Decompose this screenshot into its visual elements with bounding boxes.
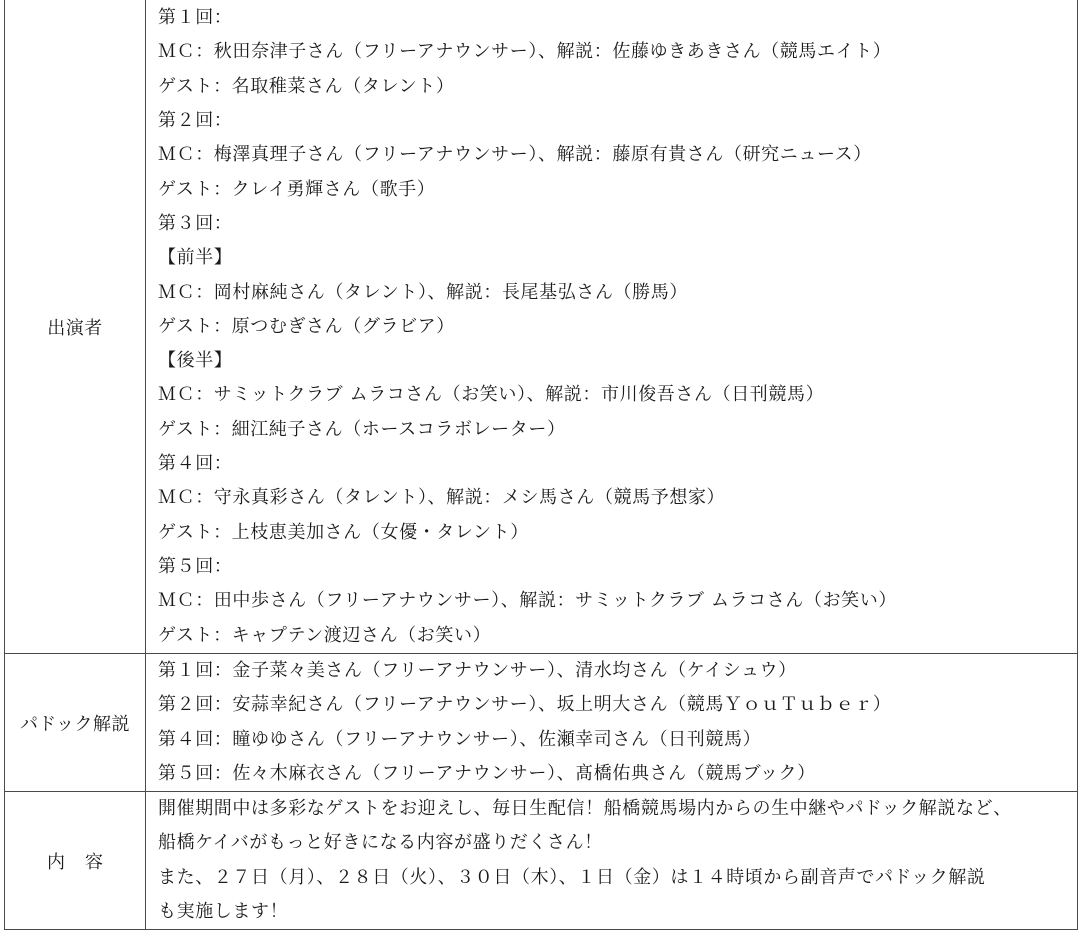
performers-line: 【前半】 [158, 247, 233, 269]
paddock-header [5, 654, 146, 792]
content-line: 船橋ケイバがもっと好きになる内容が盛りだくさん！ [158, 832, 603, 854]
info-table [4, 0, 1078, 930]
paddock-line: 第４回：瞳ゆゆさん（フリーアナウンサー）、佐瀬幸司さん（日刊競馬） [158, 728, 762, 750]
performers-line: ゲスト：クレイ勇輝さん（歌手） [158, 178, 436, 200]
performers-line: 第５回： [158, 555, 233, 577]
paddock-label: パドック解説 [20, 713, 130, 735]
performers-line: ゲスト：原つむぎさん（グラビア） [158, 315, 455, 337]
paddock-line: 第２回：安蒜幸紀さん（フリーアナウンサー）、坂上明大さん（競馬ＹｏｕＴｕｂｅｒ） [158, 694, 892, 716]
performers-line: 【後半】 [158, 350, 233, 372]
performers-line: 第４回： [158, 453, 233, 475]
performers-line: ＭＣ：サミットクラブ ムラコさん（お笑い）、解説：市川俊吾さん（日刊競馬） [158, 384, 825, 406]
content-body [146, 792, 1078, 930]
performers-line: 第３回： [158, 212, 233, 234]
content-line: 開催期間中は多彩なゲストをお迎えし、毎日生配信！船橋競馬場内からの生中継やパドック解説など、 [158, 798, 1012, 820]
performers-line: ＭＣ：秋田奈津子さん（フリーアナウンサー）、解説：佐藤ゆきあきさん（競馬エイト） [158, 41, 892, 63]
performers-line: ゲスト：上枝恵美加さん（女優・タレント） [158, 521, 529, 543]
performers-line: ＭＣ：守永真彩さん（タレント）、解説：メシ馬さん（競馬予想家） [158, 487, 726, 509]
performers-line: ゲスト：キャプテン渡辺さん（お笑い） [158, 624, 492, 646]
content-label: 内容 [47, 851, 123, 873]
paddock-line: 第１回：金子菜々美さん（フリーアナウンサー）、清水均さん（ケイシュウ） [158, 660, 797, 681]
performers-line: 第２回： [158, 110, 233, 132]
performers-body [146, 1, 1078, 654]
content-line: も実施します！ [158, 901, 289, 923]
content-row [5, 792, 1078, 930]
content-line: また、２７日（月）、２８日（火）、３０日（木）、１日（金）は１４時頃から副音声でパドック解説 [158, 866, 986, 888]
performers-label: 出演者 [47, 318, 103, 339]
performers-line: ゲスト：細江純子さん（ホースコラボレーター） [158, 418, 566, 440]
paddock-line: 第５回：佐々木麻衣さん（フリーアナウンサー）、髙橋佑典さん（競馬ブック） [158, 762, 816, 784]
paddock-body [146, 654, 1078, 792]
performers-line: 第１回： [158, 7, 233, 29]
performers-line: ＭＣ：岡村麻純さん（タレント）、解説：長尾基弘さん（勝馬） [158, 281, 688, 303]
performers-header [5, 1, 146, 654]
performers-line: ＭＣ：梅澤真理子さん（フリーアナウンサー）、解説：藤原有貴さん（研究ニュース） [158, 144, 872, 166]
paddock-row [5, 654, 1078, 792]
content-header [5, 792, 146, 930]
performers-line: ゲスト：名取稚菜さん（タレント） [158, 75, 455, 97]
performers-row [5, 1, 1078, 654]
performers-line: ＭＣ：田中歩さん（フリーアナウンサー）、解説：サミットクラブ ムラコさん（お笑い） [158, 590, 897, 612]
